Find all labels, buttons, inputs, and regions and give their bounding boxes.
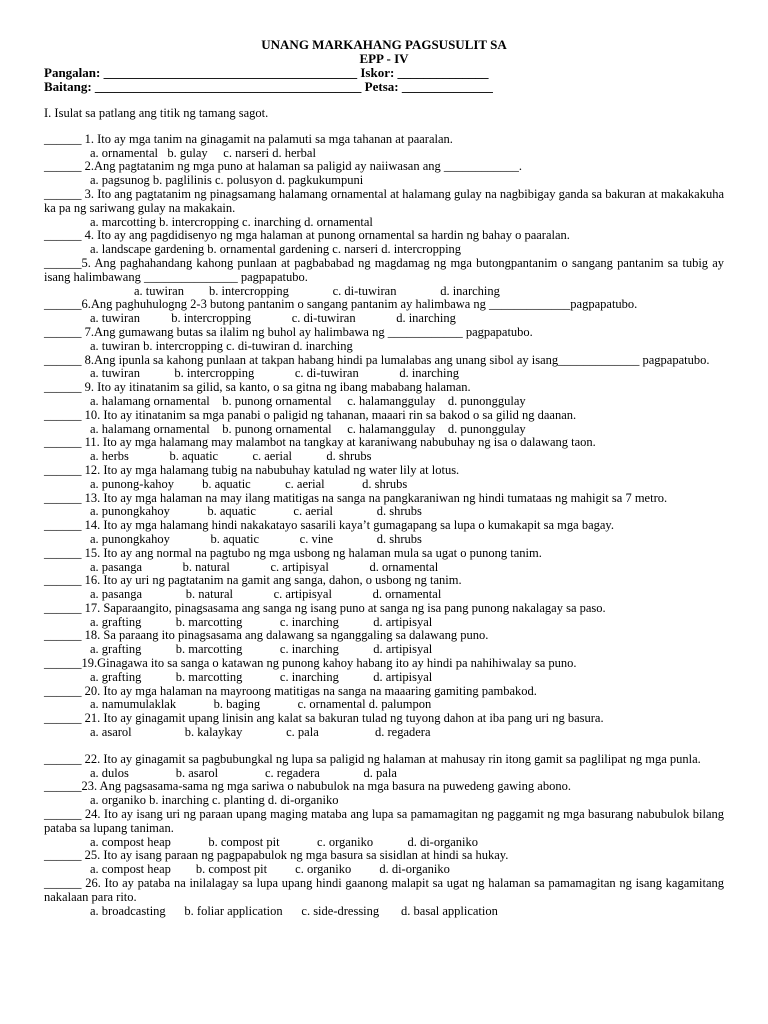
question-options: a. punong-kahoy b. aquatic c. aerial d. shrubs <box>90 476 408 491</box>
question-text: ______ 8.Ang ipunla sa kahong punlaan at takpan habang hindi pa lumalabas ang unang sibol ay isang_____________ pagpapatubo. <box>44 352 710 367</box>
question-list <box>44 133 724 919</box>
question-text: ______ 16. Ito ay uri ng pagtatanim na gamit ang sanga, dahon, o usbong ng tanim. <box>44 573 462 588</box>
question-options: a. herbs b. aquatic c. aerial d. shrubs <box>90 449 372 464</box>
question-options: a. punongkahoy b. aquatic c. vine d. shrubs <box>90 531 422 546</box>
exam-page <box>44 38 724 918</box>
question-text: ______ 17. Saparaangito, pinagsasama ang sanga ng isang puno at sanga ng isa pang punong nakalagay sa paso. <box>44 600 606 615</box>
question-text: ______ 9. Ito ay itinatanim sa gilid, sa kanto, o sa gitna ng ibang mababang halaman. <box>44 380 471 395</box>
question-options: a. tuwiran b. intercropping c. di-tuwiran d. inarching <box>90 366 460 381</box>
question-options: a. dulos b. asarol c. regadera d. pala <box>90 765 397 780</box>
exam-title: UNANG MARKAHANG PAGSUSULIT SA <box>261 37 507 52</box>
question-text: ______ 10. Ito ay itinatanim sa mga panabi o paligid ng tahanan, maaari rin sa bakod o sa gilid ng daanan. <box>44 407 577 422</box>
question-options: a. broadcasting b. foliar application c. side-dressing d. basal application <box>90 903 498 918</box>
question-options: a. asarol b. kalaykay c. pala d. regadera <box>90 725 431 740</box>
question-text: ______ 22. Ito ay ginagamit sa pagbubungkal ng lupa sa paligid ng halaman at mahusay rin itong gamit sa paglilipat ng mga punla. <box>44 751 701 766</box>
exam-subject: EPP - IV <box>359 51 409 66</box>
question-options: a. compost heap b. compost pit c. organiko d. di-organiko <box>90 834 479 849</box>
question-text: ______ 11. Ito ay mga halamang may malambot na tangkay at karaniwang nabubuhay ng isa o dalawang taon. <box>44 435 596 450</box>
question-options: a. organiko b. inarching c. planting d. di-organiko <box>90 793 339 808</box>
question-options: a. grafting b. marcotting c. inarching d. artipisyal <box>90 614 433 629</box>
question-options: a. tuwiran b. intercropping c. di-tuwiran d. inarching <box>90 311 456 326</box>
question-options: a. halamang ornamental b. punong ornamental c. halamanggulay d. punonggulay <box>90 421 526 436</box>
question-options: a. pasanga b. natural c. artipisyal d. ornamental <box>90 587 442 602</box>
question-text: ______6.Ang paghuhulogng 2-3 butong pantanim o sangang pantanim ay halimbawa ng _____________pagpapatubo. <box>44 297 638 312</box>
question-text: ______ 4. Ito ay ang pagdidisenyo ng mga halaman at punong ornamental sa hardin ng bahay o paaralan. <box>44 228 570 243</box>
question-options: a. tuwiran b. intercropping c. di-tuwiran d. inarching <box>90 338 353 353</box>
question-options: a. tuwiran b. intercropping c. di-tuwiran d. inarching <box>134 283 500 298</box>
question-options: a. landscape gardening b. ornamental gardening c. narseri d. intercropping <box>90 242 462 257</box>
question-options: a. namumulaklak b. baging c. ornamental d. palumpon <box>90 697 432 712</box>
question-text: ______ 21. Ito ay ginagamit upang linisin ang kalat sa bakuran tulad ng tuyong dahon at iba pang uri ng basura. <box>44 711 604 726</box>
question-text: ______ 2.Ang pagtatanim ng mga puno at halaman sa paligid ay naiiwasan ang ____________. <box>44 159 523 174</box>
question-options: a. punongkahoy b. aquatic c. aerial d. shrubs <box>90 504 422 519</box>
question-options: a. grafting b. marcotting c. inarching d. artipisyal <box>90 642 433 657</box>
question-text: ______19.Ginagawa ito sa sanga o katawan ng punong kahoy habang ito ay hindi pa nahihiwalay sa puno. <box>44 656 577 671</box>
question-options: a. ornamental b. gulay c. narseri d. herbal <box>90 145 316 160</box>
question-text: ______ 1. Ito ay mga tanim na ginagamit na palamuti sa mga tahanan at paaralan. <box>44 131 453 146</box>
question-text: ______ 13. Ito ay mga halaman na may ilang matitigas na sanga na pangkaraniwan ng hindi tumataas ng mahigit sa 7 metro. <box>44 490 668 505</box>
question-text: ______ 24. Ito ay isang uri ng paraan upang maging mataba ang lupa sa pamamagitan ng paggamit ng mga basurang nabubulok bilang pataba sa lupang taniman. <box>44 807 724 835</box>
question-text: ______ 20. Ito ay mga halaman na mayroong matitigas na sanga na maaaring gamiting pambakod. <box>44 683 537 698</box>
question-options: a. compost heap b. compost pit c. organiko d. di-organiko <box>90 862 450 877</box>
question-text: ______ 25. Ito ay isang paraan ng pagpapabulok ng mga basura sa sisidlan at hindi sa hukay. <box>44 848 509 863</box>
question-text: ______ 7.Ang gumawang butas sa ilalim ng buhol ay halimbawa ng ____________ pagpapatubo. <box>44 324 533 339</box>
question-options: a. halamang ornamental b. punong ornamental c. halamanggulay d. punonggulay <box>90 393 526 408</box>
instruction: I. Isulat sa patlang ang titik ng tamang sagot. <box>44 106 269 120</box>
grade-date-line: Baitang: _________________________________________ Petsa: ______________ <box>44 79 493 94</box>
question-text: ______ 12. Ito ay mga halamang tubig na nabubuhay katulad ng water lily at lotus. <box>44 462 460 477</box>
question-text: ______ 14. Ito ay mga halamang hindi nakakatayo sasarili kaya’t gumagapang sa lupa o kumakapit sa mga bagay. <box>44 518 614 533</box>
question-options: a. pasanga b. natural c. artipisyal d. ornamental <box>90 559 439 574</box>
question-text: ______ 3. Ito ang pagtatanim ng pinagsamang halamang ornamental at halamang gulay na nagbibigay ganda sa bakuran at makakakuha ka pa ng sariwang gulay na makakain. <box>44 186 724 215</box>
question-options: a. pagsunog b. paglilinis c. polusyon d. pagkukumpuni <box>90 173 364 188</box>
question-text: ______23. Ang pagsasama-sama ng mga sariwa o nabubulok na mga basura na puwedeng gawing abono. <box>44 779 571 794</box>
question-text: ______ 18. Sa paraang ito pinagsasama ang dalawang sa nganggaling sa dalawang puno. <box>44 628 489 643</box>
question-text: ______ 15. Ito ay ang normal na pagtubo ng mga usbong ng halaman mula sa ugat o punong tanim. <box>44 545 542 560</box>
question-text: ______5. Ang paghahandang kahong punlaan at pagbababad ng magdamag ng mga butongpantanim o sangang pantanim sa tubig ay isang halimbawang _______________ pagpapatubo. <box>44 255 724 284</box>
question-options: a. grafting b. marcotting c. inarching d. artipisyal <box>90 669 433 684</box>
question-options: a. marcotting b. intercropping c. inarching d. ornamental <box>90 214 373 229</box>
question-text: ______ 26. Ito ay pataba na inilalagay sa lupa upang hindi gaanong malapit sa ugat ng halaman sa pamamagitan ng isang kagamitang nakalaan para rito. <box>44 876 724 904</box>
name-score-line: Pangalan: _______________________________________ Iskor: ______________ <box>44 65 489 80</box>
